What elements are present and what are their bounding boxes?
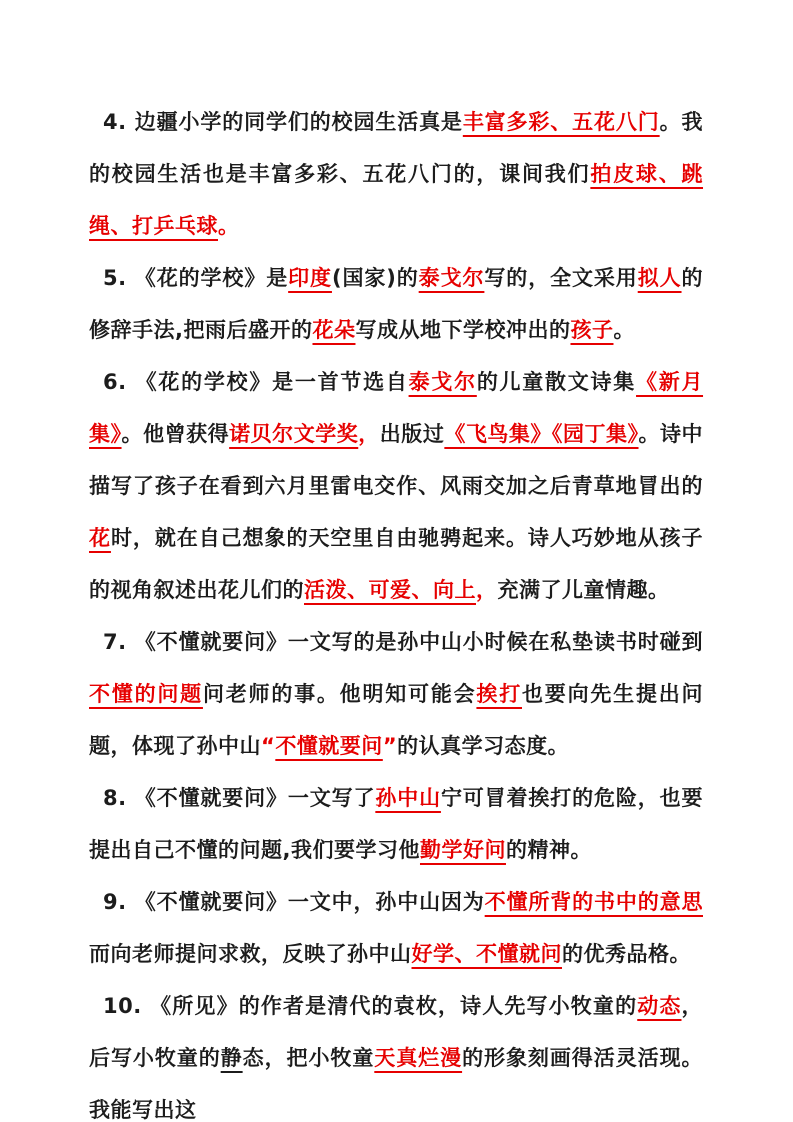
answer-text: 花 [89,526,111,550]
answer-text: 泰戈尔 [408,370,477,394]
answer-text: 勤学好问 [419,838,506,862]
answer-text: 拟人 [637,266,682,290]
body-text: 5. 《花的学校》是 [103,266,289,290]
answer-text: 活泼、可爱、向上 [304,578,476,602]
body-text: 也要向先生提出问题，体现了孙中山 [89,682,704,758]
document-body [89,96,703,1122]
body-text: 的优秀品格。 [562,942,691,966]
answer-text: “ [261,734,276,758]
question-item-q10 [89,980,703,1122]
answer-text: 天真烂漫 [374,1046,463,1070]
body-text: ，后写小牧童的 [89,994,703,1070]
body-text: 宁可冒着挨打的危险，也要提出自己不懂的问题,我们要学习他 [89,786,703,862]
body-text: 的认真学习态度。 [397,734,570,758]
answer-text: 泰戈尔 [418,266,485,290]
body-text: 时，就在自己想象的天空里自由驰骋起来。诗人巧妙地从孩子的视角叙述出花儿们的 [89,526,704,602]
body-text: 出版过 [379,422,445,446]
question-item-q5 [89,252,703,356]
answer-text: 印度 [288,266,332,290]
body-text: 10. 《所见》的作者是清代的袁枚，诗人先写小牧童的 [103,994,638,1018]
answer-text: 《新月集》 [89,370,704,446]
question-item-q7 [89,616,703,772]
body-text: 6. 《花的学校》是一首节选自 [103,370,409,394]
answer-text: 拍皮球、跳绳、打乒乓球 [89,162,704,238]
answer-text: ， [358,422,380,446]
answer-text: 挨打 [476,682,522,706]
question-item-q4 [89,96,703,252]
body-text: 4. 边疆小学的同学们的校园生活真是 [103,110,463,134]
answer-text: 丰富多彩、五花八门 [462,110,660,134]
answer-text: 不懂所背的书中的意思 [484,890,703,914]
body-text: 写成从地下学校冲出的 [355,318,571,342]
body-text: 的修辞手法,把雨后盛开的 [89,266,704,342]
body-text: 而向老师提问求救，反映了孙中山 [89,942,412,966]
body-text: 问老师的事。他明知可能会 [202,682,477,706]
question-item-q8 [89,772,703,876]
answer-text: 。 [218,214,240,238]
body-text: 7. 《不懂就要问》一文写的是孙中山小时候在私垫读书时碰到 [103,630,703,654]
body-text: 的形象刻画得活灵活现。我能写出这 [89,1046,704,1122]
answer-text: 孙中山 [375,786,441,810]
body-text: 。 [613,318,635,342]
body-text: 写的，全文采用 [484,266,638,290]
body-text: 静 [220,1046,243,1070]
body-text: 9. 《不懂就要问》一文中，孙中山因为 [103,890,485,914]
body-text: 充满了儿童情趣。 [497,578,670,602]
answer-text: 诺贝尔文学奖 [229,422,359,446]
answer-text: ” [382,734,398,758]
answer-text: 孩子 [570,318,614,342]
question-item-q6 [89,356,703,616]
body-text: 。我的校园生活也是丰富多彩、五花八门的，课间我们 [89,110,704,186]
body-text: 的儿童散文诗集 [476,370,637,394]
body-text: 的精神。 [505,838,592,862]
answer-text: 好学、不懂就问 [411,942,562,966]
answer-text: 《飞鸟集》《园丁集》 [444,422,639,446]
answer-text: 动态 [637,994,682,1018]
body-text: 。他曾获得 [121,422,230,446]
answer-text: 不懂就要问 [275,734,383,758]
answer-text: 不懂的问题 [89,682,203,706]
question-item-q9 [89,876,703,980]
body-text: 。诗中描写了孩子在看到六月里雷电交作、风雨交加之后青草地冒出的 [89,422,704,498]
body-text: 态，把小牧童 [242,1046,375,1070]
answer-text: ， [476,578,498,602]
answer-text: 花朵 [312,318,356,342]
body-text: 8. 《不懂就要问》一文写了 [103,786,376,810]
body-text: (国家)的 [331,266,419,290]
